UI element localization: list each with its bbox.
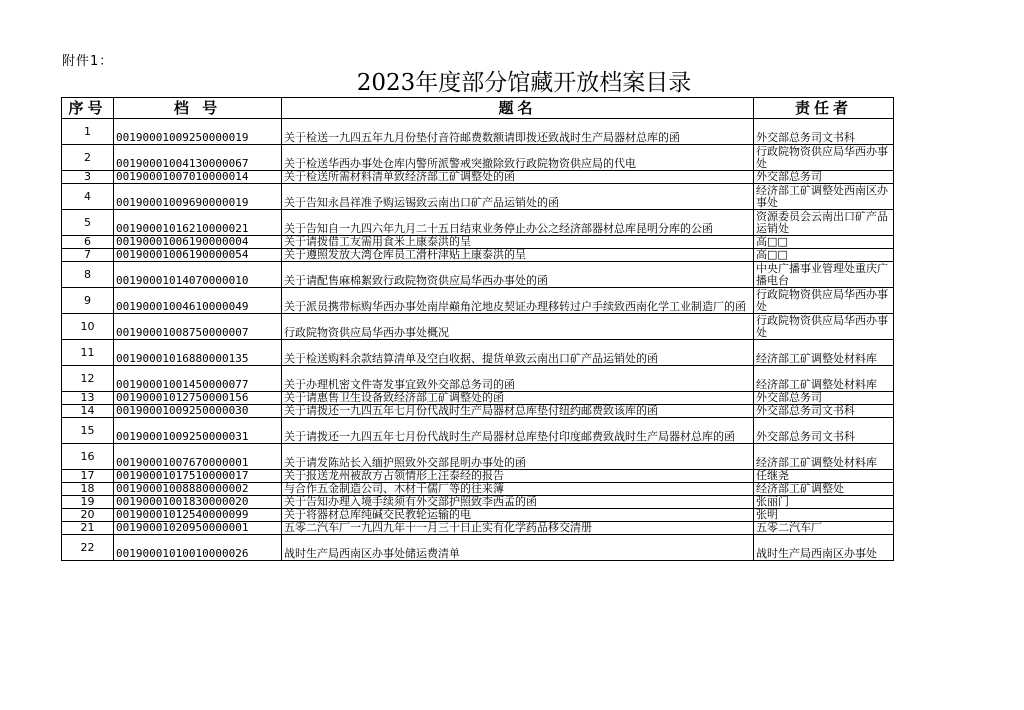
cell-code: 00190001017510000017 — [114, 470, 282, 483]
table-row — [62, 392, 894, 405]
cell-responsible: 行政院物资供应局华西办事处 — [754, 145, 894, 171]
cell-code: 00190001001830000020 — [114, 496, 282, 509]
table-row — [62, 171, 894, 184]
cell-code: 00190001001450000077 — [114, 366, 282, 392]
cell-code: 00190001006190000054 — [114, 249, 282, 262]
cell-code: 00190001008750000007 — [114, 314, 282, 340]
cell-title: 行政院物资供应局华西办事处概况 — [282, 314, 754, 340]
cell-code: 00190001009250000019 — [114, 119, 282, 145]
cell-no: 22 — [62, 535, 114, 561]
cell-responsible: 中央广播事业管理处重庆广播电台 — [754, 262, 894, 288]
cell-code: 00190001008880000002 — [114, 483, 282, 496]
cell-title: 关于检送所需材料清单致经济部工矿调整处的函 — [282, 171, 754, 184]
cell-no: 21 — [62, 522, 114, 535]
cell-code: 00190001016880000135 — [114, 340, 282, 366]
page-title — [0, 64, 1024, 97]
table-body — [62, 119, 894, 561]
cell-no: 10 — [62, 314, 114, 340]
cell-responsible: 高□□ — [754, 236, 894, 249]
header-responsible: 责任者 — [754, 98, 894, 119]
cell-no: 7 — [62, 249, 114, 262]
cell-title: 关于告知办理入境手续须有外交部护照致李西孟的函 — [282, 496, 754, 509]
cell-code: 00190001007010000014 — [114, 171, 282, 184]
cell-title: 关于请拨还一九四五年七月份代战时生产局器材总库垫付纽约邮费致该库的函 — [282, 405, 754, 418]
cell-title: 关于告知自一九四六年九月二十五日结束业务停止办公之经济部器材总库昆明分库的公函 — [282, 210, 754, 236]
cell-title: 战时生产局西南区办事处储运费清单 — [282, 535, 754, 561]
table-row — [62, 184, 894, 210]
cell-code: 00190001007670000001 — [114, 444, 282, 470]
table-row — [62, 210, 894, 236]
cell-responsible: 高□□ — [754, 249, 894, 262]
table-row — [62, 535, 894, 561]
cell-no: 18 — [62, 483, 114, 496]
table-row — [62, 249, 894, 262]
cell-title: 关于报送龙州被敌方占领情形上汪泰经的报告 — [282, 470, 754, 483]
cell-title: 关于告知永昌祥准予购运锡致云南出口矿产品运销处的函 — [282, 184, 754, 210]
table-row — [62, 470, 894, 483]
cell-code: 00190001012540000099 — [114, 509, 282, 522]
table-row — [62, 145, 894, 171]
cell-no: 4 — [62, 184, 114, 210]
cell-responsible: 经济部工矿调整处材料库 — [754, 340, 894, 366]
cell-responsible: 外交部总务司 — [754, 392, 894, 405]
cell-no: 6 — [62, 236, 114, 249]
cell-no: 20 — [62, 509, 114, 522]
cell-no: 1 — [62, 119, 114, 145]
cell-no: 3 — [62, 171, 114, 184]
cell-no: 9 — [62, 288, 114, 314]
table-row — [62, 496, 894, 509]
cell-no: 2 — [62, 145, 114, 171]
page-title-text: 2023年度部分馆藏开放档案目录 — [356, 70, 692, 96]
cell-no: 11 — [62, 340, 114, 366]
cell-title: 关于请惠售卫生设备致经济部工矿调整处的函 — [282, 392, 754, 405]
table-row — [62, 509, 894, 522]
table-row — [62, 483, 894, 496]
cell-responsible: 外交部总务司 — [754, 171, 894, 184]
cell-code: 00190001004130000067 — [114, 145, 282, 171]
cell-code: 00190001012750000156 — [114, 392, 282, 405]
header-title: 题名 — [282, 98, 754, 119]
cell-responsible: 外交部总务司文书科 — [754, 418, 894, 444]
cell-title: 关于检送华西办事处仓库内警所派警戒突撤除致行政院物资供应局的代电 — [282, 145, 754, 171]
table-row — [62, 444, 894, 470]
table-row — [62, 262, 894, 288]
cell-responsible: 资源委员会云南出口矿产品运销处 — [754, 210, 894, 236]
cell-responsible: 外交部总务司文书科 — [754, 405, 894, 418]
archive-table — [61, 97, 894, 561]
table-row — [62, 366, 894, 392]
cell-responsible: 外交部总务司文书科 — [754, 119, 894, 145]
table-row — [62, 405, 894, 418]
cell-code: 00190001020950000001 — [114, 522, 282, 535]
cell-code: 00190001016210000021 — [114, 210, 282, 236]
cell-no: 17 — [62, 470, 114, 483]
cell-responsible: 经济部工矿调整处西南区办事处 — [754, 184, 894, 210]
cell-title: 关于检送一九四五年九月份垫付音符邮费数额请即拨还致战时生产局器材总库的函 — [282, 119, 754, 145]
cell-responsible: 经济部工矿调整处材料库 — [754, 444, 894, 470]
cell-responsible: 经济部工矿调整处 — [754, 483, 894, 496]
cell-title: 关于检送购料余款结算清单及空白收据、提货单致云南出口矿产品运销处的函 — [282, 340, 754, 366]
cell-title: 关于请配售麻棉絮致行政院物资供应局华西办事处的函 — [282, 262, 754, 288]
table-row — [62, 314, 894, 340]
cell-code: 00190001010010000026 — [114, 535, 282, 561]
cell-no: 14 — [62, 405, 114, 418]
cell-responsible: 行政院物资供应局华西办事处 — [754, 288, 894, 314]
cell-title: 关于请拨借工友需用食米上康泰洪的呈 — [282, 236, 754, 249]
cell-code: 00190001009250000031 — [114, 418, 282, 444]
table-header-row — [62, 98, 894, 119]
table-row — [62, 340, 894, 366]
cell-no: 13 — [62, 392, 114, 405]
table-row — [62, 522, 894, 535]
cell-title: 关于遵照发放大湾仓库员工滑杆津贴上康泰洪的呈 — [282, 249, 754, 262]
cell-title: 关于请拨还一九四五年七月份代战时生产局器材总库垫付印度邮费致战时生产局器材总库的函 — [282, 418, 754, 444]
cell-code: 00190001014070000010 — [114, 262, 282, 288]
cell-no: 16 — [62, 444, 114, 470]
table-row — [62, 119, 894, 145]
cell-code: 00190001009250000030 — [114, 405, 282, 418]
cell-title: 关于请发陈站长入缅护照致外交部昆明办事处的函 — [282, 444, 754, 470]
attachment-label: 附件1： — [62, 54, 114, 69]
table-row — [62, 288, 894, 314]
cell-title: 关于派员携带标购华西办事处南岸巅角沱地皮契证办理移转过户手续致西南化学工业制造厂的函 — [282, 288, 754, 314]
cell-code: 00190001004610000049 — [114, 288, 282, 314]
cell-no: 15 — [62, 418, 114, 444]
cell-responsible: 行政院物资供应局华西办事处 — [754, 314, 894, 340]
cell-responsible: 战时生产局西南区办事处 — [754, 535, 894, 561]
cell-responsible: 五零二汽车厂 — [754, 522, 894, 535]
header-code: 档 号 — [114, 98, 282, 119]
cell-responsible: 经济部工矿调整处材料库 — [754, 366, 894, 392]
header-no: 序号 — [62, 98, 114, 119]
cell-title: 与合作五金制造公司、木材干儒厂等的往来簿 — [282, 483, 754, 496]
cell-responsible: 张明 — [754, 509, 894, 522]
cell-code: 00190001006190000004 — [114, 236, 282, 249]
cell-title: 五零二汽车厂一九四九年十一月三十日止实有化学药品移交清册 — [282, 522, 754, 535]
cell-no: 8 — [62, 262, 114, 288]
table-row — [62, 236, 894, 249]
table-row — [62, 418, 894, 444]
cell-no: 12 — [62, 366, 114, 392]
cell-no: 5 — [62, 210, 114, 236]
cell-title: 关于将器材总库纯碱交民教轮运输的电 — [282, 509, 754, 522]
cell-title: 关于办理机密文件寄发事宜致外交部总务司的函 — [282, 366, 754, 392]
cell-code: 00190001009690000019 — [114, 184, 282, 210]
cell-responsible: 任继尧 — [754, 470, 894, 483]
cell-no: 19 — [62, 496, 114, 509]
cell-responsible: 张丽门 — [754, 496, 894, 509]
